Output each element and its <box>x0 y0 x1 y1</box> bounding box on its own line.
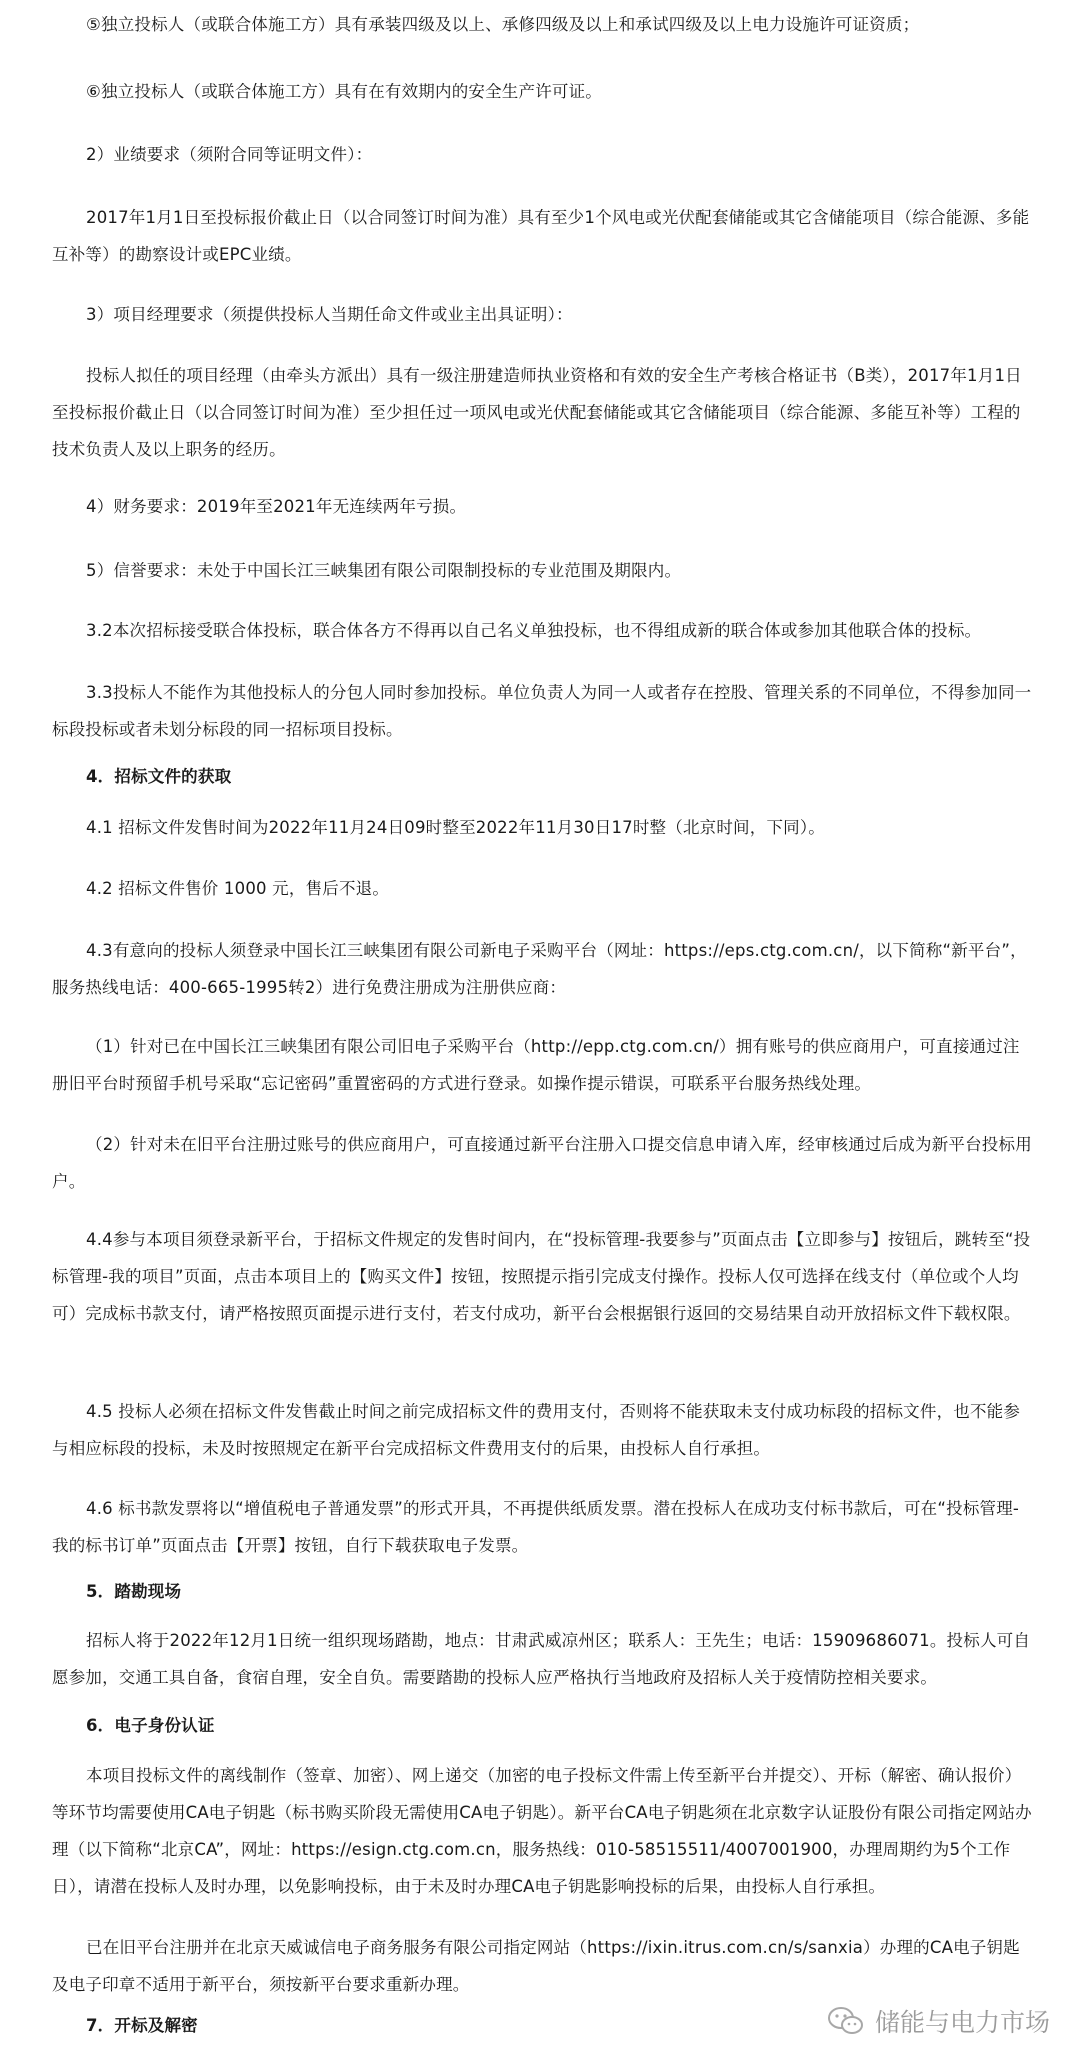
heading-project-manager: 3）项目经理要求（须提供投标人当期任命文件或业主出具证明）： <box>86 305 573 324</box>
paragraph-3-3: 3.3投标人不能作为其他投标人的分包人同时参加投标。单位负责人为同一人或者存在控股、管理关系的不同单位，不得参加同一标段投标或者未划分标段的同一招标项目投标。 <box>52 683 1032 739</box>
paragraph-qualification-5: ⑤独立投标人（或联合体施工方）具有承装四级及以上、承修四级及以上和承试四级及以上电力设施许可证资质； <box>86 15 920 34</box>
paragraph-option-1: （1）针对已在中国长江三峡集团有限公司旧电子采购平台（http://epp.ctg.com.cn/）拥有账号的供应商用户，可直接通过注册旧平台时预留手机号采取“忘记密码”重置密码的方式进行登录。如操作提示错误，可联系平台服务热线处理。 <box>52 1037 1020 1093</box>
section-heading-7: 7．开标及解密 <box>86 2016 198 2035</box>
paragraph-4-1: 4.1 招标文件发售时间为2022年11月24日09时整至2022年11月30日17时整（北京时间，下同）。 <box>86 818 825 837</box>
paragraph-site-visit: 招标人将于2022年12月1日统一组织现场踏勘，地点：甘肃武威凉州区；联系人：王先生；电话：15909686071。投标人可自愿参加，交通工具自备，食宿自理，安全自负。需要踏勘的投标人应严格执行当地政府及招标人关于疫情防控相关要求。 <box>52 1631 1031 1687</box>
paragraph-credit: 5）信誉要求：未处于中国长江三峡集团有限公司限制投标的专业范围及期限内。 <box>86 561 682 580</box>
paragraph-project-manager: 投标人拟任的项目经理（由牵头方派出）具有一级注册建造师执业资格和有效的安全生产考核合格证书（B类），2017年1月1日至投标报价截止日（以合同签订时间为准）至少担任过一项风电或光伏配套储能或其它含储能项目（综合能源、多能互补等）工程的技术负责人及以上职务的经历。 <box>52 366 1022 459</box>
watermark-text: 储能与电力市场 <box>874 2008 1050 2037</box>
paragraph-4-2: 4.2 招标文件售价 1000 元，售后不退。 <box>86 879 390 898</box>
paragraph-4-6: 4.6 标书款发票将以“增值税电子普通发票”的形式开具，不再提供纸质发票。潜在投标人在成功支付标书款后，可在“投标管理-我的标书订单”页面点击【开票】按钮，自行下载获取电子发票。 <box>52 1499 1020 1555</box>
paragraph-old-platform: 已在旧平台注册并在北京天威诚信电子商务服务有限公司指定网站（https://ixin.itrus.com.cn/s/sanxia）办理的CA电子钥匙及电子印章不适用于新平台，须按新平台要求重新办理。 <box>52 1938 1020 1994</box>
watermark <box>827 2003 1050 2039</box>
paragraph-ca-key: 本项目投标文件的离线制作（签章、加密）、网上递交（加密的电子投标文件需上传至新平台并提交）、开标（解密、确认报价）等环节均需要使用CA电子钥匙（标书购买阶段无需使用CA电子钥匙）。新平台CA电子钥匙须在北京数字认证股份有限公司指定网站办理（以下简称“北京CA”，网址：https://esign.ctg.com.cn，服务热线：010-58515511/4007001900，办理周期约为5个工作日），请潜在投标人及时办理，以免影响投标，由于未及时办理CA电子钥匙影响投标的后果，由投标人自行承担。 <box>52 1766 1032 1896</box>
section-heading-4: 4．招标文件的获取 <box>86 767 232 786</box>
paragraph-qualification-6: ⑥独立投标人（或联合体施工方）具有在有效期内的安全生产许可证。 <box>86 82 602 101</box>
paragraph-4-5: 4.5 投标人必须在招标文件发售截止时间之前完成招标文件的费用支付，否则将不能获取未支付成功标段的招标文件，也不能参与相应标段的投标，未及时按照规定在新平台完成招标文件费用支付的后果，由投标人自行承担。 <box>52 1402 1021 1458</box>
section-heading-6: 6．电子身份认证 <box>86 1716 215 1735</box>
paragraph-4-4: 4.4参与本项目须登录新平台，于招标文件规定的发售时间内，在“投标管理-我要参与”页面点击【立即参与】按钮后，跳转至“投标管理-我的项目”页面，点击本项目上的【购买文件】按钮，按照提示指引完成支付操作。投标人仅可选择在线支付（单位或个人均可）完成标书款支付，请严格按照页面提示进行支付，若支付成功，新平台会根据银行返回的交易结果自动开放招标文件下载权限。 <box>52 1230 1031 1323</box>
paragraph-4-3: 4.3有意向的投标人须登录中国长江三峡集团有限公司新电子采购平台（网址：https://eps.ctg.com.cn/，以下简称“新平台”，服务热线电话：400-665-1995转2）进行免费注册成为注册供应商： <box>52 941 1027 997</box>
paragraph-option-2: （2）针对未在旧平台注册过账号的供应商用户，可直接通过新平台注册入口提交信息申请入库，经审核通过后成为新平台投标用户。 <box>52 1135 1032 1191</box>
paragraph-finance: 4）财务要求：2019年至2021年无连续两年亏损。 <box>86 497 467 516</box>
paragraph-performance: 2017年1月1日至投标报价截止日（以合同签订时间为准）具有至少1个风电或光伏配套储能或其它含储能项目（综合能源、多能互补等）的勘察设计或EPC业绩。 <box>52 208 1030 264</box>
heading-performance: 2）业绩要求（须附合同等证明文件）： <box>86 145 373 164</box>
paragraph-3-2: 3.2本次招标接受联合体投标，联合体各方不得再以自己名义单独投标，也不得组成新的联合体或参加其他联合体的投标。 <box>86 621 982 640</box>
wechat-icon <box>827 2005 865 2037</box>
section-heading-5: 5．踏勘现场 <box>86 1582 182 1601</box>
